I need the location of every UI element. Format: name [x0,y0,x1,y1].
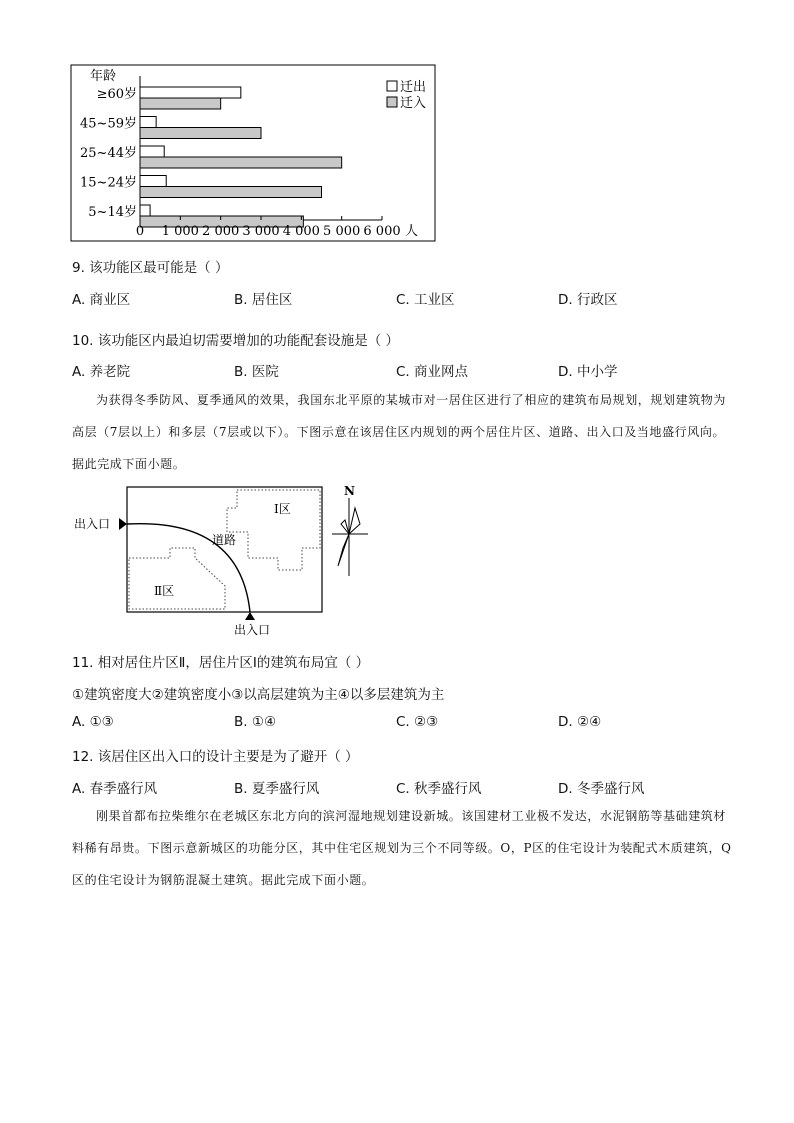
legend-label-inflow: 迁入 [400,96,427,111]
passage-1 [72,384,732,480]
bar-inflow [140,98,221,109]
bar-outflow [140,117,156,128]
x-tick-label: 5 000 [323,224,361,239]
category-label: 15~24岁 [80,175,137,191]
passage-2-text: 刚果首都布拉柴维尔在老城区东北方向的滨河湿地规划建设新城。该国建材工业极不发达，水泥钢筋等基础建筑材料稀有昂贵。下图示意新城区的功能分区，其中住宅区规划为三个不同等级。O，P区的住宅设计为装配式木质建筑，Q区的住宅设计为钢筋混凝土建筑。据此完成下面小题。 [72,809,732,887]
road-label: 道路 [212,533,237,547]
wind-rose-small-petal [341,520,349,534]
zone-2-label: Ⅱ区 [154,584,175,598]
q12-option-b[interactable]: B. 夏季盛行风 [234,781,320,797]
q11-option-b[interactable]: B. ①④ [234,714,277,730]
q12-option-a[interactable]: A. 春季盛行风 [72,781,158,797]
legend-label-outflow: 迁出 [400,80,427,95]
x-tick-label: 1 000 [161,224,199,239]
q9-option-a[interactable]: A. 商业区 [72,292,131,308]
residential-layout-map [70,478,380,640]
y-axis-title: 年龄 [90,69,117,84]
bar-outflow [140,146,164,157]
q11-option-d[interactable]: D. ②④ [558,714,602,730]
bar-outflow [140,176,166,187]
entrance-left-marker [119,518,127,530]
wind-rose [332,484,368,576]
wind-rose-nne-petal [349,508,360,534]
category-label: 5~14岁 [88,205,137,220]
question-9-stem: 9. 该功能区最可能是（ ） [72,260,229,276]
bar-outflow [140,87,241,98]
x-tick-label: 4 000 [282,224,320,239]
x-tick-label: 2 000 [202,224,240,239]
migration-age-bar-chart [70,64,436,243]
q10-option-d[interactable]: D. 中小学 [558,364,618,380]
q10-option-a[interactable]: A. 养老院 [72,364,131,380]
q10-option-c[interactable]: C. 商业网点 [396,364,469,380]
q9-option-c[interactable]: C. 工业区 [396,292,455,308]
entrance-bottom-label: 出入口 [234,623,271,637]
passage-2 [72,800,732,896]
q11-option-c[interactable]: C. ②③ [396,714,439,730]
entrance-bottom-marker [245,612,255,620]
legend-swatch-inflow [387,97,397,107]
question-11-choices: ①建筑密度大②建筑密度小③以高层建筑为主④以多层建筑为主 [72,687,445,703]
legend-swatch-outflow [387,81,397,91]
x-tick-label: 6 000 [363,224,401,239]
x-tick-label: 3 000 [242,224,280,239]
zone-2-outline [129,548,225,609]
zone-1-label: Ⅰ区 [274,502,291,516]
bar-inflow [140,187,322,198]
bar-inflow [140,157,342,168]
q10-option-b[interactable]: B. 医院 [234,364,279,380]
question-11-stem: 11. 相对居住片区Ⅱ，居住片区Ⅰ的建筑布局宜（ ） [72,655,370,671]
wind-rose-ssw-petal [338,534,349,566]
question-10-stem: 10. 该功能区内最迫切需要增加的功能配套设施是（ ） [72,333,400,349]
q9-option-d[interactable]: D. 行政区 [558,292,618,308]
bar-outflow [140,205,150,216]
category-label: ≥60岁 [96,87,137,102]
q12-option-d[interactable]: D. 冬季盛行风 [558,781,645,797]
q11-option-a[interactable]: A. ①③ [72,714,114,730]
x-axis-unit: 人 [405,224,419,239]
category-label: 45~59岁 [80,116,137,132]
bar-inflow [140,128,261,139]
north-label: N [344,484,355,498]
category-label: 25~44岁 [80,146,137,161]
x-tick-label: 0 [135,224,145,239]
entrance-left-label: 出入口 [74,517,111,531]
q9-option-b[interactable]: B. 居住区 [234,292,293,308]
q12-option-c[interactable]: C. 秋季盛行风 [396,781,482,797]
question-12-stem: 12. 该居住区出入口的设计主要是为了避开（ ） [72,749,359,765]
passage-1-text: 为获得冬季防风、夏季通风的效果，我国东北平原的某城市对一居住区进行了相应的建筑布局规划，规划建筑物为高层（7层以上）和多层（7层或以下）。下图示意在该居住区内规划的两个居住片区、道路、出入口及当地盛行风向。据此完成下面小题。 [72,393,727,471]
